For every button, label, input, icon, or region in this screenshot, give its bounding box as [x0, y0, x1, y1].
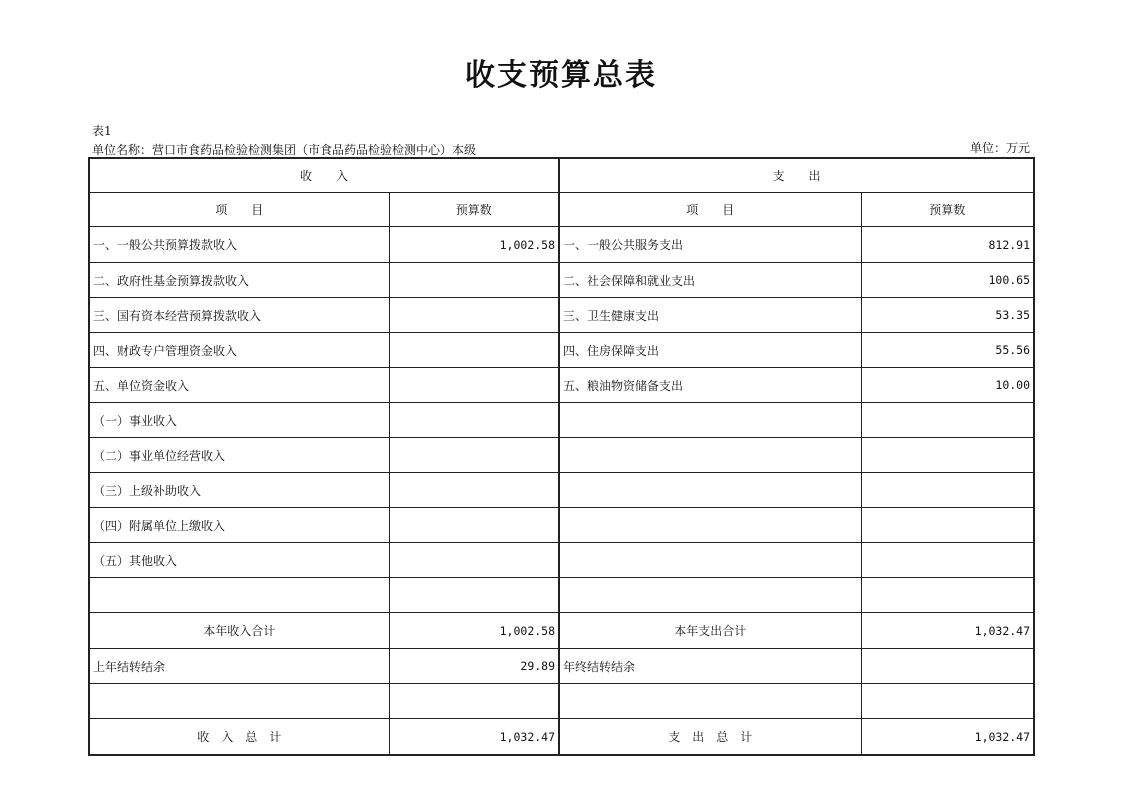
expense-value-cell [861, 403, 1034, 438]
expense-value-cell [861, 543, 1034, 578]
expense-item-cell: 二、社会保障和就业支出 [559, 263, 861, 298]
page-title: 收支预算总表 [465, 58, 657, 93]
table-row [89, 578, 1034, 613]
unit-name: 单位名称：营口市食药品检验检测集团（市食品药品检验检测中心）本级 [92, 143, 477, 157]
year-total-row [89, 613, 1034, 649]
income-value-cell [389, 333, 559, 368]
currency-unit: 单位：万元 [969, 141, 1030, 155]
expense-item-cell: 三、卫生健康支出 [559, 298, 861, 333]
expense-year-total-label: 本年支出合计 [559, 613, 861, 649]
income-value-cell [389, 508, 559, 543]
table-row [89, 368, 1034, 403]
blank-cell [89, 684, 389, 719]
income-grand-total-label: 收 入 总 计 [89, 719, 389, 756]
income-item-cell: （一）事业收入 [89, 403, 389, 438]
expense-grand-total-value: 1,032.47 [861, 719, 1034, 756]
income-item-cell: 四、财政专户管理资金收入 [89, 333, 389, 368]
income-item-cell: 三、国有资本经营预算拨款收入 [89, 298, 389, 333]
income-value-cell [389, 368, 559, 403]
income-value-cell [389, 543, 559, 578]
expense-item-cell [559, 543, 861, 578]
expense-item-cell: 四、住房保障支出 [559, 333, 861, 368]
blank-cell [389, 684, 559, 719]
table-row [89, 473, 1034, 508]
expense-value-cell [861, 438, 1034, 473]
table-row [89, 438, 1034, 473]
income-grand-total-value: 1,032.47 [389, 719, 559, 756]
table-row [89, 543, 1034, 578]
expense-value-cell [861, 578, 1034, 613]
income-value-cell [389, 403, 559, 438]
blank-row [89, 684, 1034, 719]
income-year-total-label: 本年收入合计 [89, 613, 389, 649]
income-item-header: 项 目 [89, 193, 389, 227]
expense-item-header: 项 目 [559, 193, 861, 227]
income-value-cell [389, 263, 559, 298]
income-year-total-value: 1,002.58 [389, 613, 559, 649]
expense-year-total-value: 1,032.47 [861, 613, 1034, 649]
expense-budget-header: 预算数 [861, 193, 1034, 227]
blank-cell [861, 684, 1034, 719]
expense-value-cell: 812.91 [861, 227, 1034, 263]
income-value-cell [389, 298, 559, 333]
carry-over-row [89, 649, 1034, 684]
budget-table [88, 157, 1035, 756]
expense-item-cell: 五、粮油物资储备支出 [559, 368, 861, 403]
income-item-cell: （二）事业单位经营收入 [89, 438, 389, 473]
income-value-cell [389, 578, 559, 613]
income-item-cell: 二、政府性基金预算拨款收入 [89, 263, 389, 298]
income-item-cell: （三）上级补助收入 [89, 473, 389, 508]
expense-carry-label: 年终结转结余 [559, 649, 861, 684]
income-item-cell: 一、一般公共预算拨款收入 [89, 227, 389, 263]
table-row [89, 403, 1034, 438]
grand-total-row [89, 719, 1034, 756]
blank-cell [559, 684, 861, 719]
table-row [89, 508, 1034, 543]
expense-grand-total-label: 支 出 总 计 [559, 719, 861, 756]
table-row [89, 298, 1034, 333]
expense-value-cell: 10.00 [861, 368, 1034, 403]
table-row [89, 227, 1034, 263]
expense-value-cell [861, 473, 1034, 508]
expense-section-header: 支 出 [559, 158, 1034, 193]
column-header-row [89, 193, 1034, 227]
income-section-header: 收 入 [89, 158, 559, 193]
income-item-cell: （四）附属单位上缴收入 [89, 508, 389, 543]
income-value-cell [389, 438, 559, 473]
income-value-cell [389, 473, 559, 508]
table-row [89, 263, 1034, 298]
expense-item-cell [559, 403, 861, 438]
expense-value-cell: 55.56 [861, 333, 1034, 368]
expense-value-cell: 100.65 [861, 263, 1034, 298]
expense-value-cell: 53.35 [861, 298, 1034, 333]
expense-item-cell [559, 508, 861, 543]
income-carry-label: 上年结转结余 [89, 649, 389, 684]
income-item-cell: （五）其他收入 [89, 543, 389, 578]
expense-carry-value [861, 649, 1034, 684]
expense-item-cell [559, 473, 861, 508]
table-number: 表1 [92, 124, 112, 138]
income-carry-value: 29.89 [389, 649, 559, 684]
income-value-cell: 1,002.58 [389, 227, 559, 263]
expense-item-cell [559, 438, 861, 473]
section-header-row [89, 158, 1034, 193]
expense-value-cell [861, 508, 1034, 543]
income-budget-header: 预算数 [389, 193, 559, 227]
table-row [89, 333, 1034, 368]
income-item-cell: 五、单位资金收入 [89, 368, 389, 403]
expense-item-cell: 一、一般公共服务支出 [559, 227, 861, 263]
income-item-cell [89, 578, 389, 613]
expense-item-cell [559, 578, 861, 613]
